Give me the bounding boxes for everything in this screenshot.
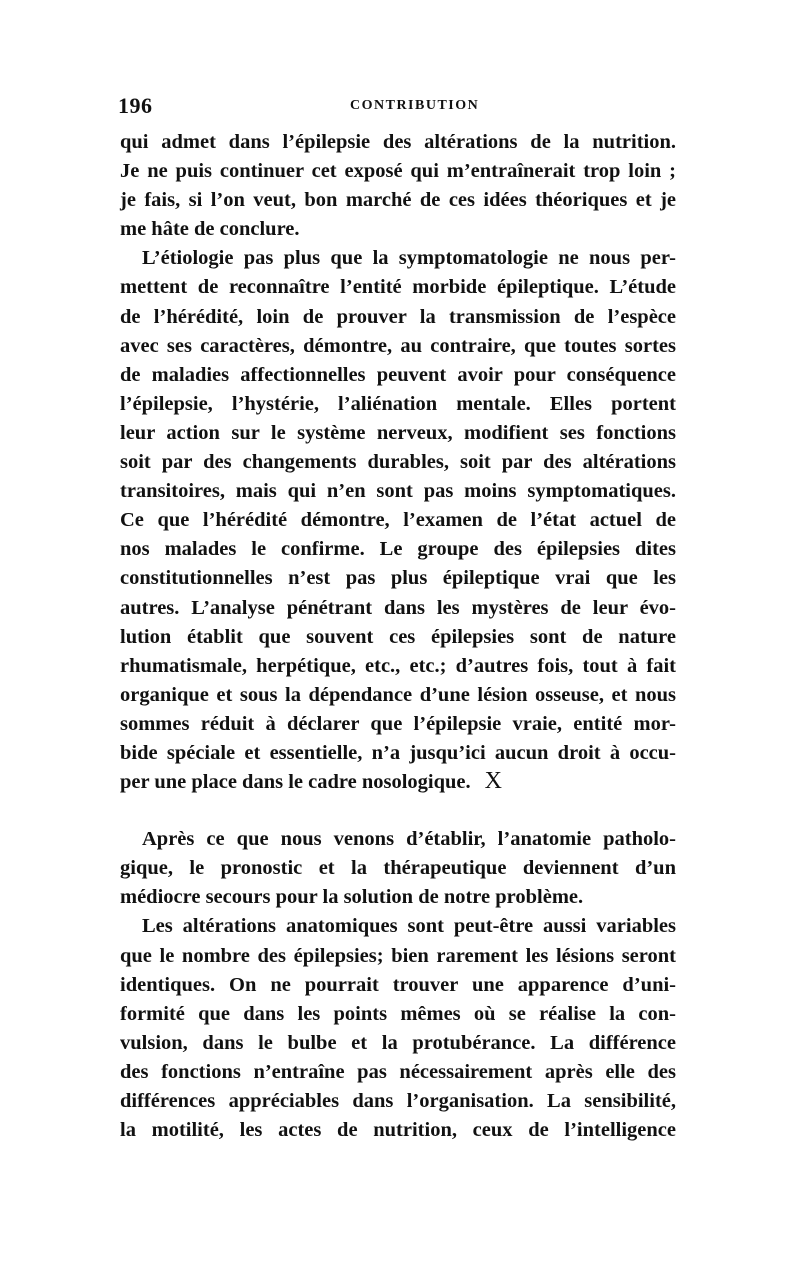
text-line: Les altérations anatomiques sont peut-être aussi variables — [142, 915, 676, 938]
text-line: de maladies affectionnelles peuvent avoir pour conséquence — [120, 363, 676, 386]
text-line: vulsion, dans le bulbe et la protubérance. La différence — [120, 1031, 676, 1054]
text-line: sommes réduit à déclarer que l’épilepsie vraie, entité mor- — [120, 712, 676, 735]
running-head: CONTRIBUTION — [350, 98, 480, 113]
text-line: me hâte de conclure. — [120, 218, 300, 241]
text-line: de l’hérédité, loin de prouver la transmission de l’espèce — [120, 305, 676, 328]
text-line: médiocre secours pour la solution de notre problème. — [120, 886, 584, 909]
text-line-last — [120, 768, 676, 797]
text-line: leur action sur le système nerveux, modifient ses fonctions — [120, 421, 676, 444]
text-line: mettent de reconnaître l’entité morbide épileptique. L’étude — [120, 276, 676, 299]
text-line: l’épilepsie, l’hystérie, l’aliénation mentale. Elles portent — [120, 392, 676, 415]
text-line: transitoires, mais qui n’en sont pas moins symptomatiques. — [120, 480, 676, 503]
page-header — [118, 93, 680, 117]
paragraph-3 — [120, 825, 676, 912]
text-line: Je ne puis continuer cet exposé qui m’entraînerait trop loin ; — [120, 160, 676, 183]
paragraph-2 — [120, 244, 676, 797]
text-line: L’étiologie pas plus que la symptomatologie ne nous per- — [142, 247, 676, 270]
body-text — [120, 128, 676, 1145]
text-line: des fonctions n’entraîne pas nécessairement après elle des — [120, 1060, 676, 1083]
text-line: Ce que l’hérédité démontre, l’examen de l’état actuel de — [120, 509, 676, 532]
text-line: rhumatismale, herpétique, etc., etc.; d’autres fois, tout à fait — [120, 654, 676, 677]
paragraph-4 — [120, 912, 676, 1145]
text-line: que le nombre des épilepsies; bien rarement les lésions seront — [120, 944, 676, 967]
text-line: soit par des changements durables, soit par des altérations — [120, 451, 676, 474]
page-number: 196 — [118, 93, 153, 118]
text-line: gique, le pronostic et la thérapeutique deviennent d’un — [120, 857, 676, 880]
text-line: qui admet dans l’épilepsie des altérations de la nutrition. — [120, 131, 676, 153]
text-line: constitutionnelles n’est pas plus épileptique vrai que les — [120, 567, 676, 590]
text-line: lution établit que souvent ces épilepsies sont de nature — [120, 625, 676, 648]
text-line: Après ce que nous venons d’établir, l’anatomie patholo- — [142, 828, 676, 851]
text-line: bide spéciale et essentielle, n’a jusqu’ici aucun droit à occu- — [120, 741, 676, 764]
text-line: formité que dans les points mêmes où se réalise la con- — [120, 1002, 676, 1025]
text-line: identiques. On ne pourrait trouver une apparence d’uni- — [120, 973, 676, 996]
text-line: nos malades le confirme. Le groupe des épilepsies dites — [120, 538, 676, 561]
text-line: organique et sous la dépendance d’une lésion osseuse, et nous — [120, 683, 676, 706]
paragraph-1 — [120, 128, 676, 244]
margin-x-mark: X — [484, 768, 502, 795]
text-line: autres. L’analyse pénétrant dans les mystères de leur évo- — [120, 596, 676, 619]
text-line: la motilité, les actes de nutrition, ceux de l’intelligence — [120, 1119, 676, 1142]
text-line: per une place dans le cadre nosologique. — [120, 771, 471, 794]
text-line: différences appréciables dans l’organisation. La sensibilité, — [120, 1090, 676, 1112]
text-line: avec ses caractères, démontre, au contraire, que toutes sortes — [120, 334, 676, 357]
text-line: je fais, si l’on veut, bon marché de ces idées théoriques et je — [120, 189, 676, 212]
